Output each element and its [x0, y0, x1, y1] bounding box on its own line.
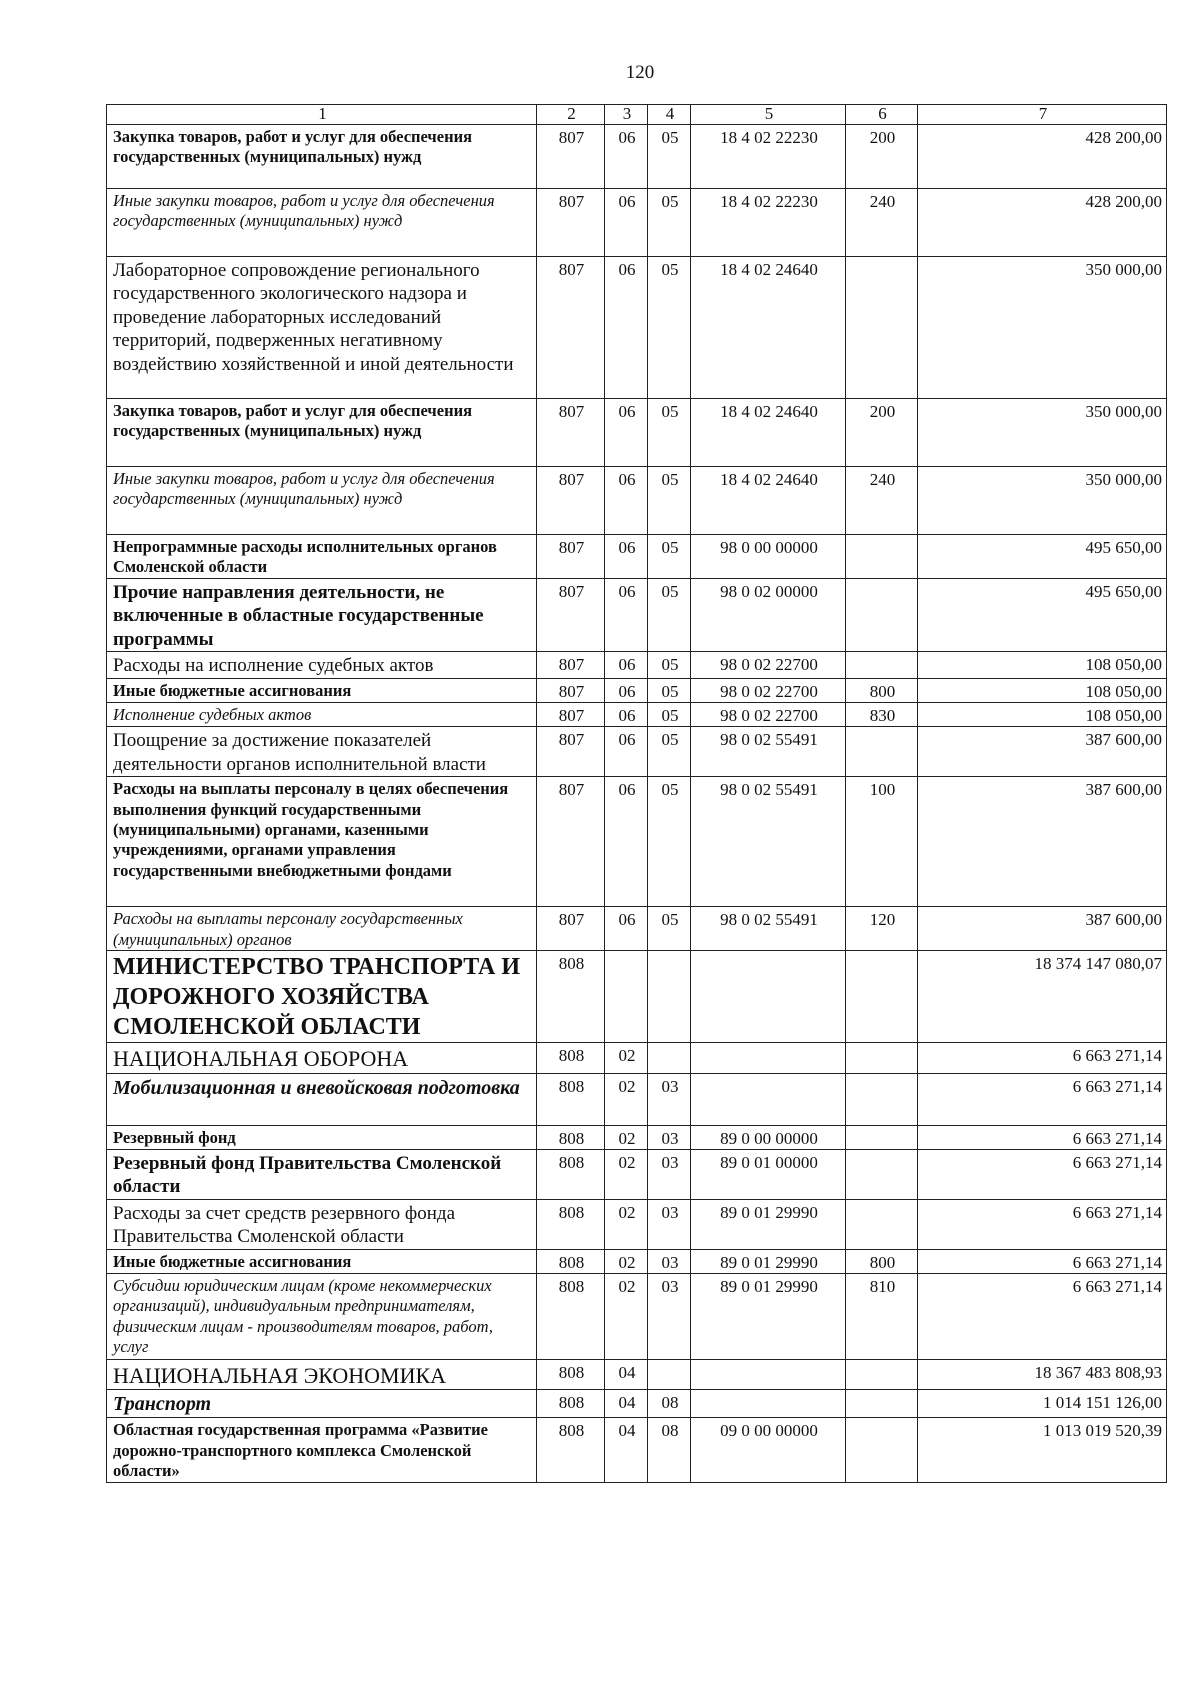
expense-type-cell: 120	[846, 907, 918, 951]
target-article-cell: 98 0 02 22700	[691, 652, 846, 679]
target-article-cell: 98 0 02 55491	[691, 777, 846, 907]
expense-type-cell	[846, 727, 918, 777]
line-item-name-cell: Резервный фонд Правительства Смоленской области	[107, 1149, 537, 1199]
line-item-name-cell: Расходы на выплаты персоналу в целях обеспечения выполнения функций государственными (муниципальными) органами, казенными учреждениями, органами управления государственными внебюджетными фондами	[107, 777, 537, 907]
target-article-cell	[691, 1359, 846, 1389]
section-cell: 02	[605, 1043, 648, 1073]
table-row	[107, 398, 1167, 466]
section-cell: 02	[605, 1073, 648, 1125]
subsection-cell: 05	[648, 678, 691, 702]
amount-cell: 1 014 151 126,00	[918, 1390, 1167, 1418]
target-article-cell: 98 0 02 22700	[691, 702, 846, 726]
table-row	[107, 907, 1167, 951]
table-row	[107, 678, 1167, 702]
admin-code-cell: 808	[537, 1418, 605, 1482]
amount-cell: 18 374 147 080,07	[918, 951, 1167, 1043]
section-cell: 02	[605, 1149, 648, 1199]
expense-type-cell	[846, 534, 918, 578]
line-item-name-cell: Лабораторное сопровождение регионального государственного экологического надзора и проведение лабораторных исследований территорий, подверженных негативному воздействию хозяйственной и иной деятельности	[107, 256, 537, 398]
admin-code-cell: 807	[537, 907, 605, 951]
amount-cell: 350 000,00	[918, 466, 1167, 534]
subsection-cell: 05	[648, 466, 691, 534]
expense-type-cell: 200	[846, 124, 918, 188]
target-article-cell: 89 0 00 00000	[691, 1125, 846, 1149]
target-article-cell: 18 4 02 22230	[691, 124, 846, 188]
section-cell: 04	[605, 1418, 648, 1482]
amount-cell: 6 663 271,14	[918, 1273, 1167, 1359]
expense-type-cell: 800	[846, 1249, 918, 1273]
expense-type-cell	[846, 1125, 918, 1149]
column-number-7: 7	[918, 105, 1167, 125]
line-item-name-cell: НАЦИОНАЛЬНАЯ ЭКОНОМИКА	[107, 1359, 537, 1389]
amount-cell: 6 663 271,14	[918, 1199, 1167, 1249]
section-cell: 06	[605, 578, 648, 652]
line-item-name-cell: Иные закупки товаров, работ и услуг для обеспечения государственных (муниципальных) нужд	[107, 466, 537, 534]
subsection-cell: 05	[648, 124, 691, 188]
subsection-cell: 03	[648, 1199, 691, 1249]
expense-type-cell: 100	[846, 777, 918, 907]
section-cell: 02	[605, 1125, 648, 1149]
expense-type-cell	[846, 951, 918, 1043]
target-article-cell	[691, 951, 846, 1043]
subsection-cell: 08	[648, 1418, 691, 1482]
amount-cell: 108 050,00	[918, 702, 1167, 726]
amount-cell: 495 650,00	[918, 578, 1167, 652]
expense-type-cell	[846, 1418, 918, 1482]
admin-code-cell: 807	[537, 124, 605, 188]
column-number-header-row	[107, 105, 1167, 125]
table-row	[107, 1073, 1167, 1125]
column-number-2: 2	[537, 105, 605, 125]
admin-code-cell: 808	[537, 1390, 605, 1418]
table-row	[107, 1359, 1167, 1389]
target-article-cell: 18 4 02 24640	[691, 256, 846, 398]
amount-cell: 350 000,00	[918, 398, 1167, 466]
admin-code-cell: 807	[537, 534, 605, 578]
section-cell: 06	[605, 907, 648, 951]
amount-cell: 108 050,00	[918, 678, 1167, 702]
line-item-name-cell: НАЦИОНАЛЬНАЯ ОБОРОНА	[107, 1043, 537, 1073]
amount-cell: 6 663 271,14	[918, 1149, 1167, 1199]
section-cell: 06	[605, 256, 648, 398]
section-cell	[605, 951, 648, 1043]
target-article-cell	[691, 1390, 846, 1418]
line-item-name-cell: Областная государственная программа «Развитие дорожно-транспортного комплекса Смоленской области»	[107, 1418, 537, 1482]
section-cell: 06	[605, 777, 648, 907]
section-cell: 06	[605, 652, 648, 679]
subsection-cell: 05	[648, 702, 691, 726]
table-row	[107, 1043, 1167, 1073]
table-body	[107, 105, 1167, 1483]
amount-cell: 108 050,00	[918, 652, 1167, 679]
expense-type-cell	[846, 578, 918, 652]
subsection-cell: 03	[648, 1073, 691, 1125]
subsection-cell: 05	[648, 907, 691, 951]
line-item-name-cell: МИНИСТЕРСТВО ТРАНСПОРТА И ДОРОЖНОГО ХОЗЯЙСТВА СМОЛЕНСКОЙ ОБЛАСТИ	[107, 951, 537, 1043]
subsection-cell: 03	[648, 1249, 691, 1273]
column-number-4: 4	[648, 105, 691, 125]
admin-code-cell: 808	[537, 1043, 605, 1073]
table-row	[107, 1199, 1167, 1249]
section-cell: 04	[605, 1390, 648, 1418]
admin-code-cell: 807	[537, 727, 605, 777]
table-row	[107, 1273, 1167, 1359]
expense-type-cell	[846, 1390, 918, 1418]
target-article-cell: 18 4 02 22230	[691, 188, 846, 256]
amount-cell: 387 600,00	[918, 777, 1167, 907]
line-item-name-cell: Иные бюджетные ассигнования	[107, 678, 537, 702]
amount-cell: 18 367 483 808,93	[918, 1359, 1167, 1389]
subsection-cell: 03	[648, 1125, 691, 1149]
subsection-cell	[648, 1359, 691, 1389]
subsection-cell: 08	[648, 1390, 691, 1418]
line-item-name-cell: Прочие направления деятельности, не включенные в областные государственные программы	[107, 578, 537, 652]
subsection-cell: 05	[648, 534, 691, 578]
target-article-cell: 89 0 01 00000	[691, 1149, 846, 1199]
subsection-cell: 03	[648, 1149, 691, 1199]
section-cell: 06	[605, 466, 648, 534]
line-item-name-cell: Расходы за счет средств резервного фонда Правительства Смоленской области	[107, 1199, 537, 1249]
table-row	[107, 777, 1167, 907]
admin-code-cell: 808	[537, 1249, 605, 1273]
amount-cell: 1 013 019 520,39	[918, 1418, 1167, 1482]
expense-type-cell	[846, 1359, 918, 1389]
amount-cell: 387 600,00	[918, 727, 1167, 777]
budget-table	[106, 104, 1167, 1483]
target-article-cell: 98 0 02 55491	[691, 727, 846, 777]
amount-cell: 350 000,00	[918, 256, 1167, 398]
admin-code-cell: 807	[537, 777, 605, 907]
expense-type-cell: 200	[846, 398, 918, 466]
line-item-name-cell: Непрограммные расходы исполнительных органов Смоленской области	[107, 534, 537, 578]
table-row	[107, 466, 1167, 534]
line-item-name-cell: Мобилизационная и вневойсковая подготовка	[107, 1073, 537, 1125]
table-row	[107, 188, 1167, 256]
amount-cell: 6 663 271,14	[918, 1043, 1167, 1073]
table-row	[107, 534, 1167, 578]
amount-cell: 428 200,00	[918, 124, 1167, 188]
target-article-cell	[691, 1073, 846, 1125]
section-cell: 02	[605, 1199, 648, 1249]
table-row	[107, 1125, 1167, 1149]
target-article-cell: 09 0 00 00000	[691, 1418, 846, 1482]
line-item-name-cell: Поощрение за достижение показателей деятельности органов исполнительной власти	[107, 727, 537, 777]
target-article-cell: 18 4 02 24640	[691, 398, 846, 466]
table-row	[107, 727, 1167, 777]
column-number-5: 5	[691, 105, 846, 125]
expense-type-cell: 240	[846, 466, 918, 534]
expense-type-cell	[846, 1073, 918, 1125]
admin-code-cell: 807	[537, 256, 605, 398]
admin-code-cell: 808	[537, 1073, 605, 1125]
expense-type-cell: 830	[846, 702, 918, 726]
table-row	[107, 1249, 1167, 1273]
subsection-cell: 05	[648, 256, 691, 398]
subsection-cell: 05	[648, 188, 691, 256]
line-item-name-cell: Закупка товаров, работ и услуг для обеспечения государственных (муниципальных) нужд	[107, 124, 537, 188]
amount-cell: 428 200,00	[918, 188, 1167, 256]
section-cell: 06	[605, 398, 648, 466]
table-row	[107, 1418, 1167, 1482]
table-row	[107, 1149, 1167, 1199]
column-number-6: 6	[846, 105, 918, 125]
table-row	[107, 256, 1167, 398]
amount-cell: 6 663 271,14	[918, 1073, 1167, 1125]
section-cell: 02	[605, 1273, 648, 1359]
admin-code-cell: 807	[537, 652, 605, 679]
line-item-name-cell: Субсидии юридическим лицам (кроме некоммерческих организаций), индивидуальным предпринимателям, физическим лицам - производителям товаров, работ, услуг	[107, 1273, 537, 1359]
amount-cell: 6 663 271,14	[918, 1249, 1167, 1273]
expense-type-cell	[846, 1043, 918, 1073]
table-row	[107, 1390, 1167, 1418]
line-item-name-cell: Резервный фонд	[107, 1125, 537, 1149]
section-cell: 02	[605, 1249, 648, 1273]
admin-code-cell: 807	[537, 188, 605, 256]
section-cell: 06	[605, 188, 648, 256]
expense-type-cell: 800	[846, 678, 918, 702]
admin-code-cell: 807	[537, 578, 605, 652]
admin-code-cell: 808	[537, 1125, 605, 1149]
subsection-cell: 05	[648, 578, 691, 652]
expense-type-cell: 810	[846, 1273, 918, 1359]
target-article-cell: 89 0 01 29990	[691, 1199, 846, 1249]
target-article-cell	[691, 1043, 846, 1073]
table-row	[107, 951, 1167, 1043]
subsection-cell: 05	[648, 652, 691, 679]
section-cell: 04	[605, 1359, 648, 1389]
target-article-cell: 98 0 02 55491	[691, 907, 846, 951]
section-cell: 06	[605, 727, 648, 777]
expense-type-cell	[846, 1199, 918, 1249]
subsection-cell: 05	[648, 727, 691, 777]
admin-code-cell: 807	[537, 702, 605, 726]
target-article-cell: 98 0 00 00000	[691, 534, 846, 578]
section-cell: 06	[605, 678, 648, 702]
line-item-name-cell: Расходы на исполнение судебных актов	[107, 652, 537, 679]
admin-code-cell: 807	[537, 466, 605, 534]
subsection-cell: 03	[648, 1273, 691, 1359]
line-item-name-cell: Иные закупки товаров, работ и услуг для обеспечения государственных (муниципальных) нужд	[107, 188, 537, 256]
admin-code-cell: 808	[537, 1149, 605, 1199]
amount-cell: 6 663 271,14	[918, 1125, 1167, 1149]
admin-code-cell: 807	[537, 678, 605, 702]
line-item-name-cell: Расходы на выплаты персоналу государственных (муниципальных) органов	[107, 907, 537, 951]
target-article-cell: 89 0 01 29990	[691, 1273, 846, 1359]
expense-type-cell	[846, 652, 918, 679]
column-number-1: 1	[107, 105, 537, 125]
amount-cell: 495 650,00	[918, 534, 1167, 578]
expense-type-cell	[846, 256, 918, 398]
section-cell: 06	[605, 124, 648, 188]
subsection-cell	[648, 1043, 691, 1073]
admin-code-cell: 808	[537, 1273, 605, 1359]
expense-type-cell: 240	[846, 188, 918, 256]
line-item-name-cell: Закупка товаров, работ и услуг для обеспечения государственных (муниципальных) нужд	[107, 398, 537, 466]
admin-code-cell: 808	[537, 1359, 605, 1389]
table-row	[107, 652, 1167, 679]
target-article-cell: 18 4 02 24640	[691, 466, 846, 534]
amount-cell: 387 600,00	[918, 907, 1167, 951]
section-cell: 06	[605, 702, 648, 726]
line-item-name-cell: Иные бюджетные ассигнования	[107, 1249, 537, 1273]
table-row	[107, 702, 1167, 726]
table-row	[107, 578, 1167, 652]
target-article-cell: 89 0 01 29990	[691, 1249, 846, 1273]
subsection-cell	[648, 951, 691, 1043]
expense-type-cell	[846, 1149, 918, 1199]
line-item-name-cell: Исполнение судебных актов	[107, 702, 537, 726]
line-item-name-cell: Транспорт	[107, 1390, 537, 1418]
admin-code-cell: 808	[537, 1199, 605, 1249]
table-row	[107, 124, 1167, 188]
target-article-cell: 98 0 02 22700	[691, 678, 846, 702]
column-number-3: 3	[605, 105, 648, 125]
subsection-cell: 05	[648, 777, 691, 907]
subsection-cell: 05	[648, 398, 691, 466]
target-article-cell: 98 0 02 00000	[691, 578, 846, 652]
admin-code-cell: 807	[537, 398, 605, 466]
page-number: 120	[625, 62, 655, 83]
admin-code-cell: 808	[537, 951, 605, 1043]
section-cell: 06	[605, 534, 648, 578]
